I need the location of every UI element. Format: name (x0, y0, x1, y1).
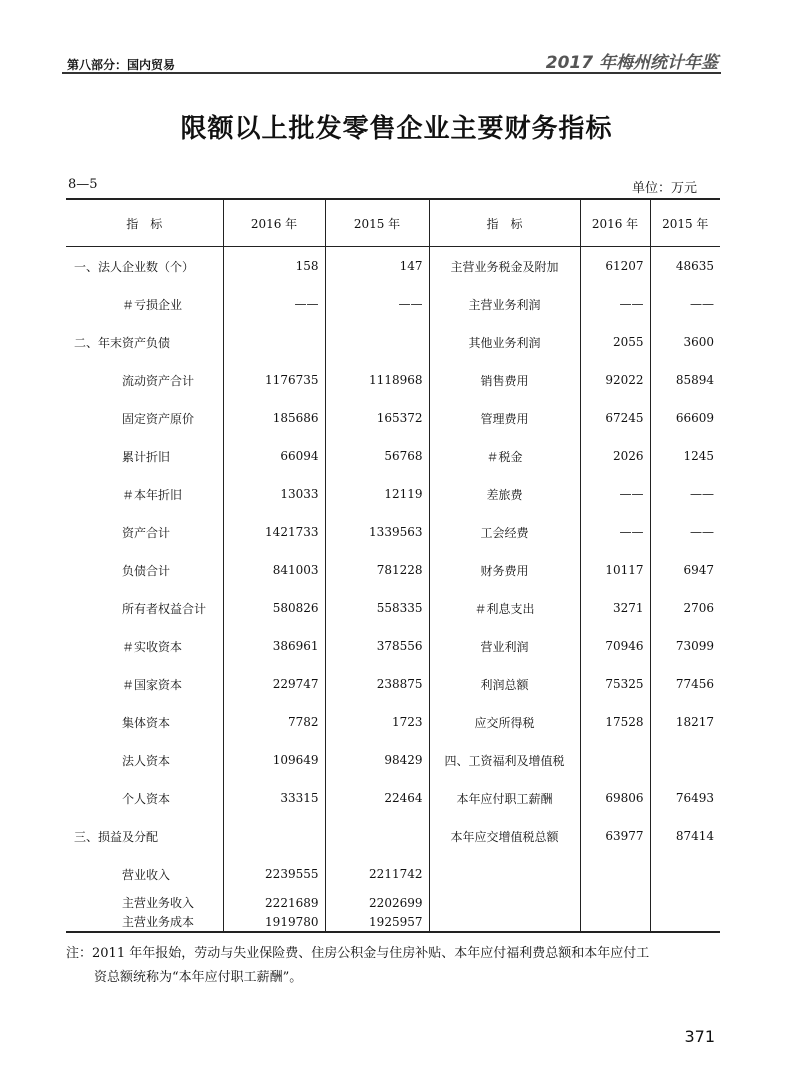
value-2016-left: 2221689 (223, 893, 325, 912)
value-2015-right: —— (650, 475, 720, 513)
value-2016-left (223, 323, 325, 361)
indicator-left: 二、年末资产负债 (74, 335, 171, 350)
value-2015-right: 87414 (650, 817, 720, 855)
value-2015-right: 48635 (650, 247, 720, 286)
value-2015-right: 73099 (650, 627, 720, 665)
table-row (66, 247, 720, 286)
table-row (66, 589, 720, 627)
value-2016-right: 70946 (580, 627, 650, 665)
footnote-line-1: 注：2011 年年报始，劳动与失业保险费、住房公积金与住房补贴、本年应付福利费总额和本年应付工 (66, 946, 650, 961)
value-2015-right (650, 741, 720, 779)
indicator-left: ＃本年折旧 (122, 487, 183, 502)
col-indicator-right: 指 标 (429, 199, 580, 247)
value-2015-left (325, 817, 429, 855)
indicator-left: 个人资本 (122, 791, 171, 806)
value-2016-right: 61207 (580, 247, 650, 286)
table-header-row (66, 199, 720, 247)
yearbook-header: 2017 年梅州统计年鉴 (545, 53, 718, 73)
value-2015-left: 22464 (325, 779, 429, 817)
value-2016-right (580, 741, 650, 779)
value-2015-left: —— (325, 285, 429, 323)
value-2016-left: 33315 (223, 779, 325, 817)
indicator-left: 一、法人企业数（个） (74, 259, 195, 274)
indicator-right: 其他业务利润 (429, 323, 580, 361)
value-2016-right: 75325 (580, 665, 650, 703)
indicator-right: 本年应交增值税总额 (429, 817, 580, 855)
value-2016-right: 67245 (580, 399, 650, 437)
indicator-right: 财务费用 (429, 551, 580, 589)
col-2016-right: 2016 年 (580, 199, 650, 247)
value-2015-left: 378556 (325, 627, 429, 665)
indicator-right: 营业利润 (429, 627, 580, 665)
table-row (66, 361, 720, 399)
value-2015-right: 6947 (650, 551, 720, 589)
indicator-right: 利润总额 (429, 665, 580, 703)
indicator-left: 营业收入 (122, 867, 171, 882)
footnote (66, 942, 726, 990)
value-2015-right: 66609 (650, 399, 720, 437)
indicator-left: 负债合计 (122, 563, 171, 578)
table-row (66, 475, 720, 513)
value-2015-left: 56768 (325, 437, 429, 475)
indicator-left: ＃国家资本 (122, 677, 183, 692)
table-row (66, 817, 720, 855)
value-2015-left: 558335 (325, 589, 429, 627)
col-2016-left: 2016 年 (223, 199, 325, 247)
value-2016-right: 17528 (580, 703, 650, 741)
table-row (66, 437, 720, 475)
value-2016-left: 580826 (223, 589, 325, 627)
indicator-left: 主营业务成本 (66, 912, 223, 932)
value-2016-right: 92022 (580, 361, 650, 399)
value-2015-right: 76493 (650, 779, 720, 817)
value-2015-left: 2211742 (325, 855, 429, 893)
value-2015-left: 2202699 (325, 893, 429, 912)
value-2015-left: 165372 (325, 399, 429, 437)
table-row (66, 399, 720, 437)
value-2015-left: 1925957 (325, 912, 429, 932)
value-2016-right: —— (580, 513, 650, 551)
value-2016-right: 2055 (580, 323, 650, 361)
unit-label: 单位：万元 (631, 181, 697, 196)
value-2015-right: 3600 (650, 323, 720, 361)
table-row (66, 703, 720, 741)
value-2016-left: 158 (223, 247, 325, 286)
value-2015-right (650, 912, 720, 932)
table-row (66, 551, 720, 589)
indicator-right: 工会经费 (429, 513, 580, 551)
section-header: 第八部分：国内贸易 (67, 58, 176, 72)
value-2016-left: 109649 (223, 741, 325, 779)
value-2016-right: 2026 (580, 437, 650, 475)
value-2015-left: 147 (325, 247, 429, 286)
page-number: 371 (684, 1027, 715, 1046)
table-id: 8—5 (68, 177, 98, 192)
value-2016-right: —— (580, 475, 650, 513)
value-2016-left: 2239555 (223, 855, 325, 893)
value-2016-right: 10117 (580, 551, 650, 589)
indicator-right: 管理费用 (429, 399, 580, 437)
indicator-right: 主营业务利润 (429, 285, 580, 323)
value-2015-left: 1118968 (325, 361, 429, 399)
value-2015-right: —— (650, 285, 720, 323)
indicator-left: 流动资产合计 (122, 373, 195, 388)
value-2016-right: 69806 (580, 779, 650, 817)
table-row (66, 741, 720, 779)
table-row (66, 855, 720, 893)
indicator-left: 三、损益及分配 (74, 829, 159, 844)
value-2016-left: 66094 (223, 437, 325, 475)
value-2016-left: 13033 (223, 475, 325, 513)
value-2015-left: 98429 (325, 741, 429, 779)
indicator-left: 累计折旧 (122, 449, 171, 464)
indicator-left: 法人资本 (122, 753, 171, 768)
value-2015-left: 12119 (325, 475, 429, 513)
value-2015-left: 1723 (325, 703, 429, 741)
col-indicator-left: 指 标 (66, 199, 223, 247)
table-row (66, 912, 720, 932)
indicator-right: 应交所得税 (429, 703, 580, 741)
value-2016-left: 7782 (223, 703, 325, 741)
table-row (66, 285, 720, 323)
indicator-left: 资产合计 (122, 525, 171, 540)
value-2016-left: 229747 (223, 665, 325, 703)
value-2016-left: —— (223, 285, 325, 323)
value-2016-right: 3271 (580, 589, 650, 627)
table-row (66, 893, 720, 912)
indicator-left: ＃实收资本 (122, 639, 183, 654)
table-row (66, 779, 720, 817)
value-2015-right: 85894 (650, 361, 720, 399)
indicator-left: 主营业务收入 (122, 896, 195, 910)
indicator-right (429, 855, 580, 893)
value-2015-right (650, 893, 720, 912)
value-2016-right (580, 893, 650, 912)
footnote-line-2: 资总额统称为“本年应付职工薪酬”。 (94, 970, 303, 985)
value-2016-left (223, 817, 325, 855)
table-row (66, 323, 720, 361)
value-2016-left: 841003 (223, 551, 325, 589)
value-2015-left: 781228 (325, 551, 429, 589)
indicator-right: 四、工资福利及增值税 (429, 741, 580, 779)
value-2016-right: 63977 (580, 817, 650, 855)
col-2015-right: 2015 年 (650, 199, 720, 247)
indicator-right: 差旅费 (429, 475, 580, 513)
value-2016-right: —— (580, 285, 650, 323)
value-2015-right: 77456 (650, 665, 720, 703)
indicator-right (429, 912, 580, 932)
value-2015-right: —— (650, 513, 720, 551)
indicator-right (429, 893, 580, 912)
indicator-right: 主营业务税金及附加 (429, 247, 580, 286)
header-rule (62, 72, 721, 74)
page-title: 限额以上批发零售企业主要财务指标 (180, 114, 613, 144)
indicator-left: 集体资本 (122, 715, 171, 730)
table-row (66, 665, 720, 703)
value-2016-right (580, 912, 650, 932)
value-2015-left: 238875 (325, 665, 429, 703)
indicator-right: 销售费用 (429, 361, 580, 399)
table-row (66, 627, 720, 665)
indicator-right: ＃利息支出 (429, 589, 580, 627)
value-2015-left (325, 323, 429, 361)
value-2016-right (580, 855, 650, 893)
table-row (66, 513, 720, 551)
value-2016-left: 1176735 (223, 361, 325, 399)
indicator-right: ＃税金 (429, 437, 580, 475)
value-2016-left: 386961 (223, 627, 325, 665)
value-2015-right: 1245 (650, 437, 720, 475)
finance-table (66, 198, 720, 933)
value-2016-left: 1421733 (223, 513, 325, 551)
value-2016-left: 1919780 (223, 912, 325, 932)
indicator-left: 所有者权益合计 (122, 601, 207, 616)
value-2016-left: 185686 (223, 399, 325, 437)
value-2015-right (650, 855, 720, 893)
col-2015-left: 2015 年 (325, 199, 429, 247)
indicator-left: ＃亏损企业 (122, 297, 183, 312)
value-2015-right: 18217 (650, 703, 720, 741)
value-2015-left: 1339563 (325, 513, 429, 551)
indicator-right: 本年应付职工薪酬 (429, 779, 580, 817)
indicator-left: 固定资产原价 (122, 411, 195, 426)
value-2015-right: 2706 (650, 589, 720, 627)
